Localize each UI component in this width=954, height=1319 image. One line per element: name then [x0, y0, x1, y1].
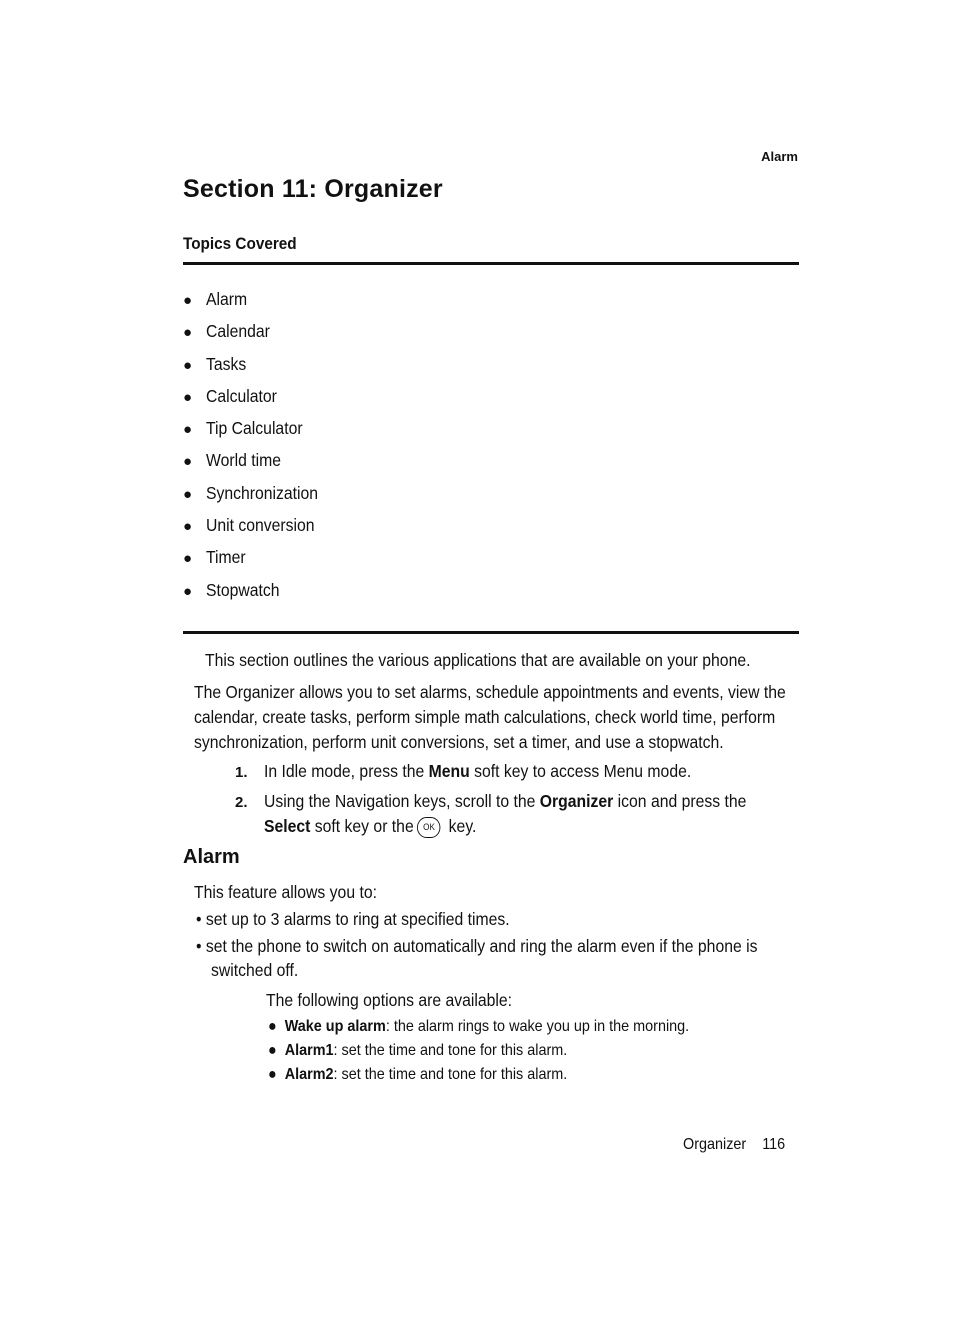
- bullet-icon: ●: [183, 356, 193, 374]
- top-rule: [183, 262, 799, 265]
- alarm-bullet-2-continued: switched off.: [211, 960, 299, 980]
- options-intro: The following options are available:: [266, 990, 513, 1010]
- bullet-icon: ●: [183, 582, 193, 600]
- running-header: Alarm: [761, 149, 798, 164]
- topics-heading: Topics Covered: [183, 234, 297, 253]
- alarm-bullet-2: • set the phone to switch on automatically and ring the alarm even if the phone is: [196, 936, 758, 956]
- list-item: ● Stopwatch: [183, 578, 331, 610]
- ok-key-icon: OK: [417, 817, 440, 838]
- bullet-icon: ●: [183, 518, 193, 536]
- topics-list: [183, 287, 331, 610]
- list-item: ● Tip Calculator: [183, 416, 331, 448]
- list-item: ● Unit conversion: [183, 513, 331, 545]
- step-text-line2: Select soft key or the OK key.: [264, 816, 477, 836]
- option-item: ● Alarm2: set the time and tone for this alarm.: [268, 1066, 568, 1083]
- bullet-icon: ●: [183, 388, 193, 406]
- step-text: Using the Navigation keys, scroll to the Organizer icon and press the: [264, 791, 747, 811]
- list-item: ● World time: [183, 448, 331, 480]
- bullet-icon: ●: [268, 1018, 277, 1035]
- page-number: 116: [762, 1136, 786, 1153]
- option-item: ● Wake up alarm: the alarm rings to wake you up in the morning.: [268, 1018, 690, 1035]
- list-item: ● Calendar: [183, 319, 331, 351]
- alarm-intro: This feature allows you to:: [194, 882, 377, 902]
- bullet-icon: ●: [183, 453, 193, 471]
- footer-chapter: Organizer: [683, 1136, 747, 1153]
- alarm-bullet-1: • set up to 3 alarms to ring at specified times.: [196, 909, 510, 929]
- alarm-heading: Alarm: [183, 846, 240, 868]
- list-item: ● Alarm: [183, 287, 331, 319]
- step-1: [235, 759, 692, 785]
- step-text: In Idle mode, press the Menu soft key to access Menu mode.: [264, 761, 692, 781]
- organizer-paragraph: The Organizer allows you to set alarms, schedule appointments and events, view the calendar, create tasks, perform simple math calculations, check world time, perform synchronization, perform unit conversions, set a timer, and use a stopwatch.: [194, 682, 786, 752]
- list-item: ● Timer: [183, 545, 331, 577]
- intro-paragraph: This section outlines the various applications that are available on your phone.: [205, 650, 751, 670]
- list-item: ● Calculator: [183, 384, 331, 416]
- bullet-icon: ●: [183, 550, 193, 568]
- bullet-icon: ●: [183, 292, 193, 309]
- list-item: ● Synchronization: [183, 481, 331, 513]
- page-footer: [683, 1136, 785, 1154]
- bullet-icon: ●: [268, 1042, 277, 1059]
- step-2: [235, 789, 747, 836]
- section-title: Section 11: Organizer: [183, 175, 443, 203]
- option-item: ● Alarm1: set the time and tone for this alarm.: [268, 1042, 568, 1059]
- step-number: 1.: [235, 764, 248, 781]
- bullet-icon: ●: [183, 324, 193, 342]
- bullet-icon: ●: [183, 485, 193, 503]
- bottom-rule: [183, 631, 799, 634]
- bullet-icon: ●: [268, 1066, 277, 1083]
- step-number: 2.: [235, 794, 248, 811]
- bullet-icon: ●: [183, 421, 193, 439]
- list-item: ● Tasks: [183, 352, 331, 384]
